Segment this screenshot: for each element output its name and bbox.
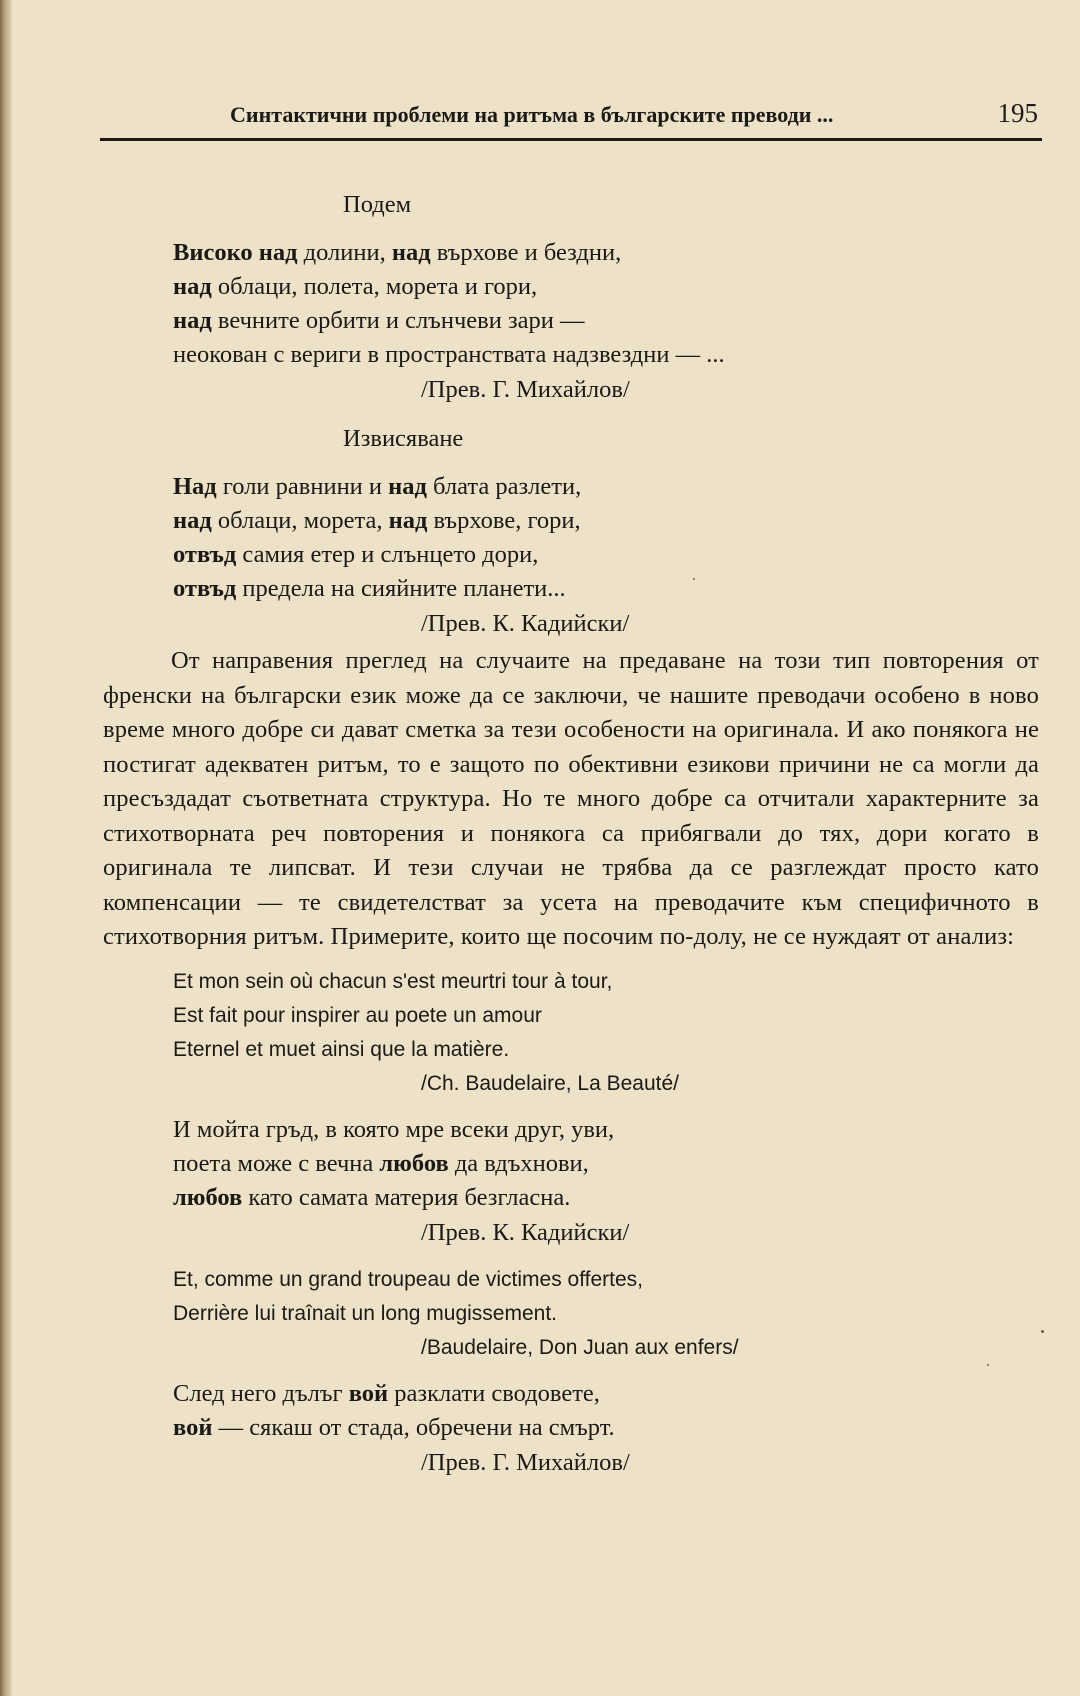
- emphasis: над: [173, 307, 212, 334]
- line-text: облаци, полета, морета и гори,: [211, 273, 538, 300]
- line-text: — сякаш от стада, обречени на смърт.: [212, 1413, 615, 1441]
- emphasis: над: [388, 507, 428, 534]
- poem-line: Est fait pour inspirer au poete un amour: [173, 1003, 542, 1027]
- line-text: разклати сводовете,: [388, 1379, 600, 1407]
- poem-line: [173, 538, 1039, 572]
- poem-line: [173, 470, 1039, 504]
- poem-stanza: [103, 236, 1039, 372]
- poem-title: Извисяване: [343, 425, 464, 452]
- poem-line: [173, 1113, 1039, 1147]
- source-attribution: /Ch. Baudelaire, La Beauté/: [421, 1071, 680, 1095]
- paper-speck: [693, 578, 695, 580]
- poem-line: Et mon sein où chacun s'est meurtri tour à tour,: [173, 969, 613, 993]
- line-text: И мойта гръд, в която мре всеки друг, уви,: [173, 1115, 615, 1143]
- poem-line: [173, 1147, 1039, 1181]
- emphasis: над: [173, 273, 212, 300]
- line-text: поета може с вечна: [173, 1149, 380, 1177]
- emphasis: над: [388, 473, 427, 500]
- emphasis: любов: [173, 1183, 243, 1211]
- line-text: предела на сияйните планети...: [236, 575, 566, 602]
- emphasis: вой: [348, 1379, 389, 1407]
- running-title: Синтактични проблеми на ритъма в българските преводи ...: [230, 102, 834, 127]
- line-text: блата разлети,: [426, 473, 582, 500]
- emphasis: вой: [173, 1413, 213, 1441]
- line-text: вечните орбити и слънчеви зари —: [211, 307, 585, 334]
- bulgarian-translation: [103, 1113, 1039, 1215]
- paper-speck: [987, 1364, 989, 1366]
- poem-stanza: [103, 470, 1039, 606]
- poem-line: Derrière lui traînait un long mugissement.: [173, 1301, 558, 1325]
- poem-line: Et, comme un grand troupeau de victimes offertes,: [173, 1267, 644, 1291]
- translator-attribution: /Прев. К. Кадийски/: [421, 1218, 630, 1246]
- line-text: да вдъхнови,: [448, 1149, 589, 1177]
- poem-title: Подем: [343, 191, 412, 218]
- poem-line: [173, 504, 1039, 538]
- translator-attribution: /Прев. Г. Михайлов/: [421, 1448, 630, 1476]
- emphasis: отвъд: [173, 575, 237, 602]
- french-quote: [103, 965, 1039, 1067]
- emphasis: любов: [379, 1149, 449, 1177]
- poem-line: [173, 1181, 1039, 1215]
- emphasis: отвъд: [173, 541, 237, 568]
- french-quote: [103, 1263, 1039, 1331]
- emphasis: над: [391, 239, 431, 266]
- poem-line: [173, 236, 1039, 270]
- line-text: облаци, морета,: [211, 507, 389, 534]
- poem-line: [173, 338, 1039, 372]
- line-text: долини,: [297, 239, 392, 266]
- line-text: голи равнини и: [216, 473, 389, 500]
- page-content: [103, 186, 1039, 1493]
- bulgarian-translation: [103, 1377, 1039, 1445]
- line-text: като самата материя безгласна.: [242, 1183, 571, 1211]
- poem-line: [173, 1377, 1039, 1411]
- translator-attribution: /Прев. Г. Михайлов/: [421, 376, 630, 403]
- poem-line: [173, 270, 1039, 304]
- body-paragraph: От направения преглед на случаите на предаване на този тип повторения от френски на български език може да се заключи, че нашите преводачи особено в ново време много добре си дават сметка за тези особености на оригинала. И ако понякога не постигат адекватен ритъм, то е защото по обективни езикови причини не са могли да пресъздадат съответната структура. Но те много добре са отчитали характерните за стихотворната реч повторения и понякога са прибягвали до тях, дори когато в оригинала те липсват. И тези случаи не трябва да се разглеждат просто като компенсации — те свидетелстват за усета на преводачите към специфичното в стихотворния ритъм. Примерите, които ще посочим по-долу, не се нуждаят от анализ:: [103, 647, 1039, 950]
- line-text: След него дълъг: [173, 1379, 349, 1407]
- source-attribution: /Baudelaire, Don Juan aux enfers/: [421, 1335, 739, 1359]
- line-text: неокован с вериги в пространствата надзвездни — ...: [173, 341, 725, 368]
- line-text: върхове и бездни,: [430, 239, 622, 266]
- line-text: върхове, гори,: [427, 507, 581, 534]
- poem-line: [173, 1411, 1039, 1445]
- translator-attribution: /Прев. К. Кадийски/: [421, 610, 630, 637]
- running-header: [100, 98, 1042, 141]
- poem-line: Eternel et muet ainsi que la matière.: [173, 1037, 510, 1061]
- emphasis: Високо над: [173, 239, 298, 266]
- emphasis: над: [173, 507, 212, 534]
- line-text: самия етер и слънцето дори,: [236, 541, 539, 568]
- paper-speck: [1041, 1330, 1044, 1333]
- page-number: 195: [997, 98, 1038, 128]
- poem-line: [173, 304, 1039, 338]
- emphasis: Над: [173, 473, 217, 500]
- poem-line: [173, 572, 1039, 606]
